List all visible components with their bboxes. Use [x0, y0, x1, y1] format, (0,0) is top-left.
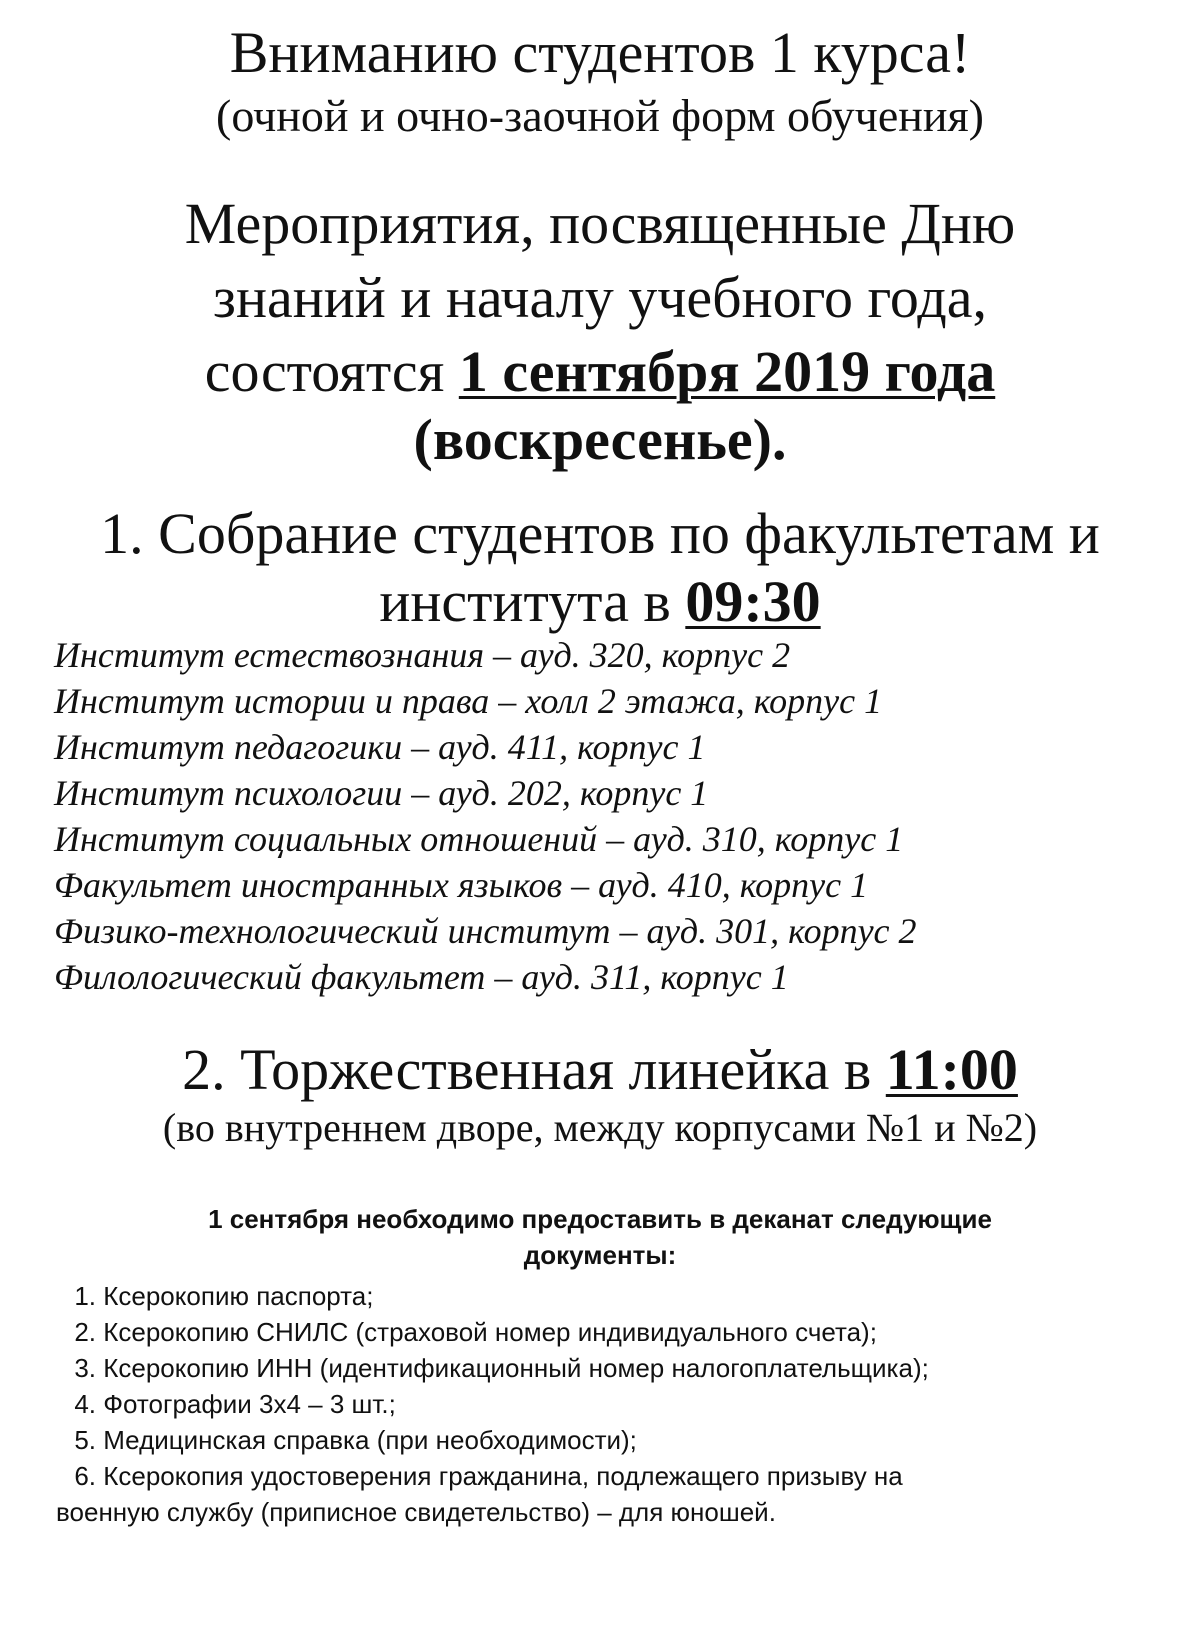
- announcement-title: Вниманию студентов 1 курса!: [229, 20, 971, 85]
- document-item: [56, 1386, 1156, 1422]
- venue-item: Факультет иностранных языков – ауд. 410, корпус 1: [54, 865, 869, 905]
- document-item: [56, 1458, 1156, 1494]
- venue-item: Филологический факультет – ауд. 311, корпус 1: [54, 957, 789, 997]
- venue-item: Физико-технологический институт – ауд. 301, корпус 2: [54, 911, 917, 951]
- document-item-number: 3.: [74, 1353, 96, 1383]
- section2-heading-prefix: 2. Торжественная линейка в: [182, 1037, 886, 1102]
- document-item-continuation: военную службу (приписное свидетельство) – для юношей.: [56, 1497, 776, 1527]
- venue-item: Институт психологии – ауд. 202, корпус 1: [54, 773, 709, 813]
- document-item-number: 1.: [74, 1281, 96, 1311]
- documents-heading-line-2: документы:: [523, 1240, 677, 1270]
- venue-item: Институт естествознания – ауд. 320, корпус 2: [54, 635, 791, 675]
- section1-heading-prefix: института в: [379, 569, 686, 634]
- document-item-number: 5.: [74, 1425, 96, 1455]
- document-item-text: Медицинская справка (при необходимости);: [103, 1425, 637, 1455]
- document-item-text: Ксерокопию паспорта;: [103, 1281, 374, 1311]
- document-item-text: Ксерокопию ИНН (идентификационный номер налогоплательщика);: [103, 1353, 929, 1383]
- document-item: [56, 1422, 1156, 1458]
- event-date: 1 сентября 2019 года: [458, 339, 996, 404]
- venue-item: Институт социальных отношений – ауд. 310, корпус 1: [54, 819, 904, 859]
- section2-time: 11:00: [885, 1037, 1018, 1102]
- document-item-number: 2.: [74, 1317, 96, 1347]
- section1-heading-line-1: 1. Собрание студентов по факультетам и: [100, 501, 1100, 566]
- document-item: [56, 1278, 1156, 1314]
- section2-location: (во внутреннем дворе, между корпусами №1 и №2): [162, 1105, 1038, 1150]
- document-item-number: 4.: [74, 1389, 96, 1419]
- venue-list: [54, 632, 917, 1000]
- announcement-subtitle: (очной и очно-заочной форм обучения): [216, 90, 984, 141]
- event-line-3: [0, 336, 1200, 408]
- venue-item: Институт педагогики – ауд. 411, корпус 1: [54, 727, 706, 767]
- event-line-2: знаний и началу учебного года,: [213, 265, 987, 330]
- section1-time: 09:30: [685, 569, 821, 634]
- event-line-3-prefix: состоятся: [204, 339, 459, 404]
- section1-heading-line-2: [0, 566, 1200, 638]
- document-item-text: Фотографии 3х4 – 3 шт.;: [103, 1389, 396, 1419]
- event-line-1: Мероприятия, посвященные Дню: [184, 191, 1016, 256]
- document-item: [56, 1350, 1156, 1386]
- venue-item: Институт истории и права – холл 2 этажа, корпус 1: [54, 681, 883, 721]
- document-item-text: Ксерокопия удостоверения гражданина, подлежащего призыву на: [103, 1461, 903, 1491]
- document-item-number: 6.: [74, 1461, 96, 1491]
- document-item-text: Ксерокопию СНИЛС (страховой номер индивидуального счета);: [103, 1317, 877, 1347]
- event-weekday: (воскресенье).: [413, 407, 787, 472]
- section2-heading: [0, 1034, 1200, 1106]
- document-item: [56, 1314, 1156, 1350]
- documents-heading-line-1: 1 сентября необходимо предоставить в деканат следующие: [208, 1204, 992, 1234]
- documents-list: [56, 1278, 1156, 1530]
